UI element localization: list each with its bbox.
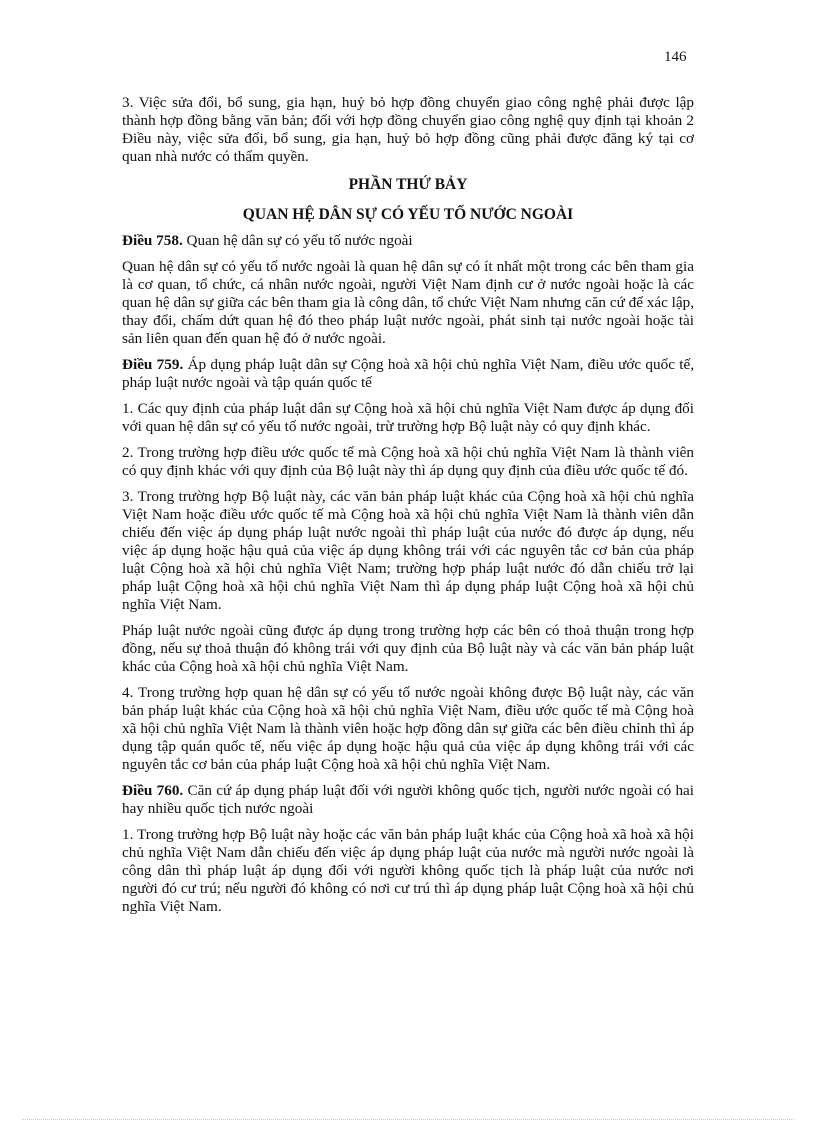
article-759-paragraph-3: 3. Trong trường hợp Bộ luật này, các văn bản pháp luật khác của Cộng hoà xã hội chủ nghĩa Việt Nam hoặc điều ước quốc tế mà Cộng hoà xã hội chủ nghĩa Việt Nam là thành viên dẫn chiếu đến việc áp dụng pháp luật nước ngoài thì pháp luật của nước đó được áp dụng, nếu việc áp dụng hoặc hậu quả của việc áp dụng không trái với các nguyên tắc cơ bản của pháp luật Cộng hoà xã hội chủ nghĩa Việt Nam; trường hợp pháp luật nước đó dẫn chiếu trở lại pháp luật Cộng hoà xã hội chủ nghĩa Việt Nam thì áp dụng pháp luật Cộng hoà xã hội chủ nghĩa Việt Nam. <box>122 488 694 613</box>
article-759-paragraph-5: 4. Trong trường hợp quan hệ dân sự có yếu tố nước ngoài không được Bộ luật này, các văn bản pháp luật khác của Cộng hoà xã hội chủ nghĩa Việt Nam, điều ước quốc tế mà Cộng hoà xã hội chủ nghĩa Việt Nam là thành viên hoặc hợp đồng dân sự giữa các bên điều chỉnh thì áp dụng tập quán quốc tế, nếu việc áp dụng hoặc hậu quả của việc áp dụng không trái với các nguyên tắc cơ bản của pháp luật Cộng hoà xã hội chủ nghĩa Việt Nam. <box>122 684 694 773</box>
article-title: Áp dụng pháp luật dân sự Cộng hoà xã hội chủ nghĩa Việt Nam, điều ước quốc tế, pháp luật nước ngoài và tập quán quốc tế <box>122 356 695 391</box>
article-759-paragraph-1: 1. Các quy định của pháp luật dân sự Cộng hoà xã hội chủ nghĩa Việt Nam được áp dụng đối với quan hệ dân sự có yếu tố nước ngoài, trừ trường hợp Bộ luật này có quy định khác. <box>122 400 694 435</box>
article-759-paragraph-4: Pháp luật nước ngoài cũng được áp dụng trong trường hợp các bên có thoả thuận trong hợp đồng, nếu sự thoả thuận đó không trái với quy định của Bộ luật này và các văn bản pháp luật khác của Cộng hoà xã hội chủ nghĩa Việt Nam. <box>122 622 694 675</box>
article-759-paragraph-2: 2. Trong trường hợp điều ước quốc tế mà Cộng hoà xã hội chủ nghĩa Việt Nam là thành viên có quy định khác với quy định của Bộ luật này thì áp dụng quy định của điều ước quốc tế đó. <box>122 444 694 479</box>
article-760-paragraph-1: 1. Trong trường hợp Bộ luật này hoặc các văn bản pháp luật khác của Cộng hoà xã hoà xã hội chủ nghĩa Việt Nam dẫn chiếu đến việc áp dụng pháp luật của nước mà người nước ngoài là công dân thì pháp luật áp dụng đối với người không quốc tịch là pháp luật của nước nơi người đó cư trú; nếu người đó không có nơi cư trú thì áp dụng pháp luật Cộng hoà xã hội chủ nghĩa Việt Nam. <box>122 826 694 915</box>
article-label: Điều 758. <box>122 232 183 249</box>
article-title: Quan hệ dân sự có yếu tố nước ngoài <box>182 232 413 249</box>
article-label: Điều 759. <box>122 356 184 373</box>
part-title: QUAN HỆ DÂN SỰ CÓ YẾU TỐ NƯỚC NGOÀI <box>242 206 574 223</box>
page-number: 146 <box>664 49 687 65</box>
article-758-heading <box>122 232 694 250</box>
article-758-paragraph-1: Quan hệ dân sự có yếu tố nước ngoài là quan hệ dân sự có ít nhất một trong các bên tham gia là cơ quan, tổ chức, cá nhân nước ngoài, người Việt Nam định cư ở nước ngoài hoặc là các quan hệ dân sự giữa các bên tham gia là công dân, tổ chức Việt Nam nhưng căn cứ để xác lập, thay đổi, chấm dứt quan hệ đó theo pháp luật nước ngoài, phát sinh tại nước ngoài hoặc tài sản liên quan đến quan hệ đó ở nước ngoài. <box>122 258 694 347</box>
article-759-heading <box>122 356 694 392</box>
article-title: Căn cứ áp dụng pháp luật đối với người không quốc tịch, người nước ngoài có hai hay nhiều quốc tịch nước ngoài <box>122 782 694 817</box>
intro-paragraph: 3. Việc sửa đổi, bổ sung, gia hạn, huỷ bỏ hợp đồng chuyển giao công nghệ phải được lập thành hợp đồng bằng văn bản; đối với hợp đồng chuyển giao công nghệ quy định tại khoản 2 Điều này, việc sửa đổi, bổ sung, gia hạn, huỷ bỏ hợp đồng cũng phải được đăng ký tại cơ quan nhà nước có thẩm quyền. <box>122 94 694 165</box>
part-heading: PHẦN THỨ BẢY <box>348 176 468 193</box>
article-label: Điều 760. <box>122 782 184 799</box>
document-body <box>122 94 694 924</box>
page-bottom-divider <box>22 1119 794 1120</box>
article-760-heading <box>122 782 694 818</box>
